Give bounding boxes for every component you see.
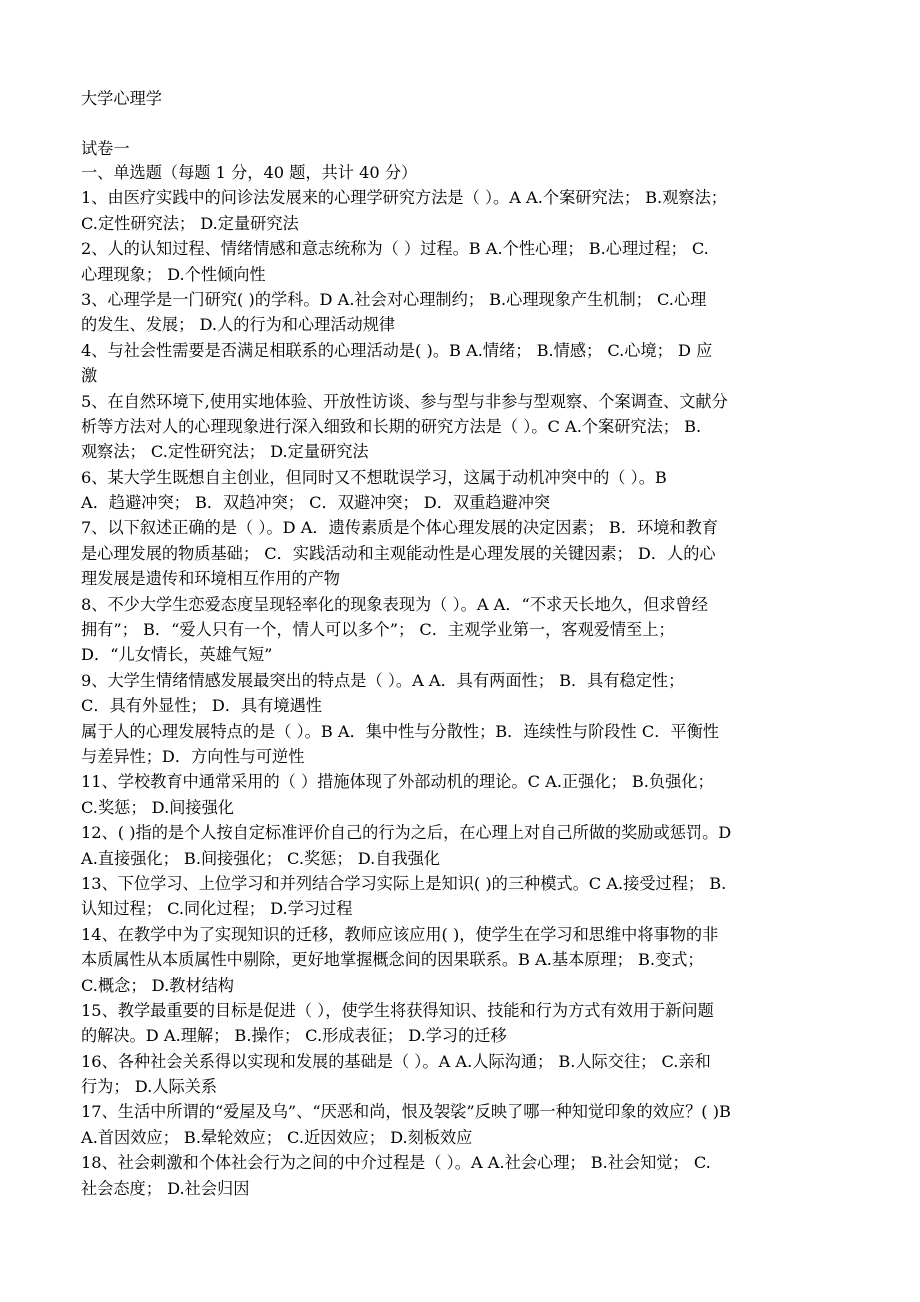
text-line: C.定性研究法； D.定量研究法 — [81, 213, 299, 233]
text-line: 5、在自然环境下,使用实地体验、开放性访谈、参与型与非参与型观察、个案调查、文献分 — [81, 391, 728, 411]
text-line: 属于人的心理发展特点的是（ ）。B A．集中性与分散性；B．连续性与阶段性 C．平衡性 — [81, 721, 719, 741]
document-body — [81, 160, 816, 1201]
text-line: 4、与社会性需要是否满足相联系的心理活动是( )。B A.情绪； B.情感； C.心境； D 应 — [81, 340, 713, 360]
text-line: 理发展是遗传和环境相互作用的产物 — [81, 569, 340, 589]
text-line: 是心理发展的物质基础； C．实践活动和主观能动性是心理发展的关键因素； D．人的心 — [81, 543, 716, 563]
text-line: A.直接强化； B.间接强化； C.奖惩； D.自我强化 — [81, 848, 440, 868]
text-line: 与差异性；D．方向性与可逆性 — [81, 746, 305, 766]
text-line: 激 — [81, 366, 98, 386]
text-line: 14、在教学中为了实现知识的迁移，教师应该应用( )，使学生在学习和思维中将事物的非 — [81, 924, 719, 944]
text-line: 社会态度； D.社会归因 — [81, 1178, 250, 1198]
text-line: 13、下位学习、上位学习和并列结合学习实际上是知识( )的三种模式。C A.接受过程； B. — [81, 873, 727, 893]
text-line: 的解决。D A.理解； B.操作； C.形成表征； D.学习的迁移 — [81, 1026, 507, 1046]
text-line: 12、( )指的是个人按自定标准评价自己的行为之后，在心理上对自己所做的奖励或惩罚。D — [81, 823, 732, 843]
text-line: 析等方法对人的心理现象进行深入细致和长期的研究方法是（ ）。C A.个案研究法； B. — [81, 416, 702, 436]
text-line: 6、某大学生既想自主创业，但同时又不想耽误学习，这属于动机冲突中的（ ）。B — [81, 467, 667, 487]
text-line: 11、学校教育中通常采用的（ ）措施体现了外部动机的理论。C A.正强化； B.负强化； — [81, 772, 714, 792]
text-line: 拥有”； B．“爱人只有一个，情人可以多个”； C．主观学业第一，客观爱情至上； — [81, 620, 675, 640]
text-line: 7、以下叙述正确的是（ ）。D A．遗传素质是个体心理发展的决定因素； B．环境和教育 — [81, 518, 718, 538]
text-line: C．具有外显性； D．具有境遇性 — [81, 696, 322, 716]
text-line: 心理现象； D.个性倾向性 — [81, 264, 266, 284]
document-title: 大学心理学 — [81, 89, 162, 108]
text-line: 本质属性从本质属性中剔除，更好地掌握概念间的因果联系。B A.基本原理； B.变式； — [81, 950, 704, 970]
section-title: 试卷一 — [81, 139, 130, 158]
text-line: 16、各种社会关系得以实现和发展的基础是（ ）。A A.人际沟通； B.人际交往； C.亲和 — [81, 1051, 711, 1071]
text-line: 18、社会刺激和个体社会行为之间的中介过程是（ ）。A A.社会心理； B.社会知觉； C. — [81, 1153, 711, 1173]
text-line: 3、心理学是一门研究( )的学科。D A.社会对心理制约； B.心理现象产生机制； C.心理 — [81, 289, 707, 309]
text-line: 的发生、发展； D.人的行为和心理活动规律 — [81, 315, 396, 335]
text-line: 2、人的认知过程、情绪情感和意志统称为（ ）过程。B A.个性心理； B.心理过程； C. — [81, 239, 709, 259]
text-line: C.概念； D.教材结构 — [81, 975, 234, 995]
text-line: 观察法； C.定性研究法； D.定量研究法 — [81, 442, 369, 462]
text-line: 认知过程； C.同化过程； D.学习过程 — [81, 899, 353, 919]
text-line: 1、由医疗实践中的问诊法发展来的心理学研究方法是（ ）。A A.个案研究法； B.观察法； — [81, 188, 727, 208]
text-line: 15、教学最重要的目标是促进（ ），使学生将获得知识、技能和行为方式有效用于新问题 — [81, 1000, 714, 1020]
text-line: C.奖惩； D.间接强化 — [81, 797, 234, 817]
text-line: 9、大学生情绪情感发展最突出的特点是（ ）。A A．具有两面性； B．具有稳定性； — [81, 670, 685, 690]
text-line: D．“儿女情长，英雄气短” — [81, 645, 273, 665]
text-line: A.首因效应； B.晕轮效应； C.近因效应； D.刻板效应 — [81, 1127, 473, 1147]
text-line: 8、不少大学生恋爱态度呈现轻率化的现象表现为（ ）。A A．“不求天长地久，但求曾经 — [81, 594, 708, 614]
text-line: 17、生活中所谓的“爱屋及乌”、“厌恶和尚，恨及袈裟”反映了哪一种知觉印象的效应？( )B — [81, 1102, 731, 1122]
text-line: A．趋避冲突； B．双趋冲突； C．双避冲突； D．双重趋避冲突 — [81, 493, 551, 513]
text-line: 行为； D.人际关系 — [81, 1077, 218, 1097]
text-line: 一、单选题（每题 1 分，40 题，共计 40 分） — [81, 163, 418, 182]
